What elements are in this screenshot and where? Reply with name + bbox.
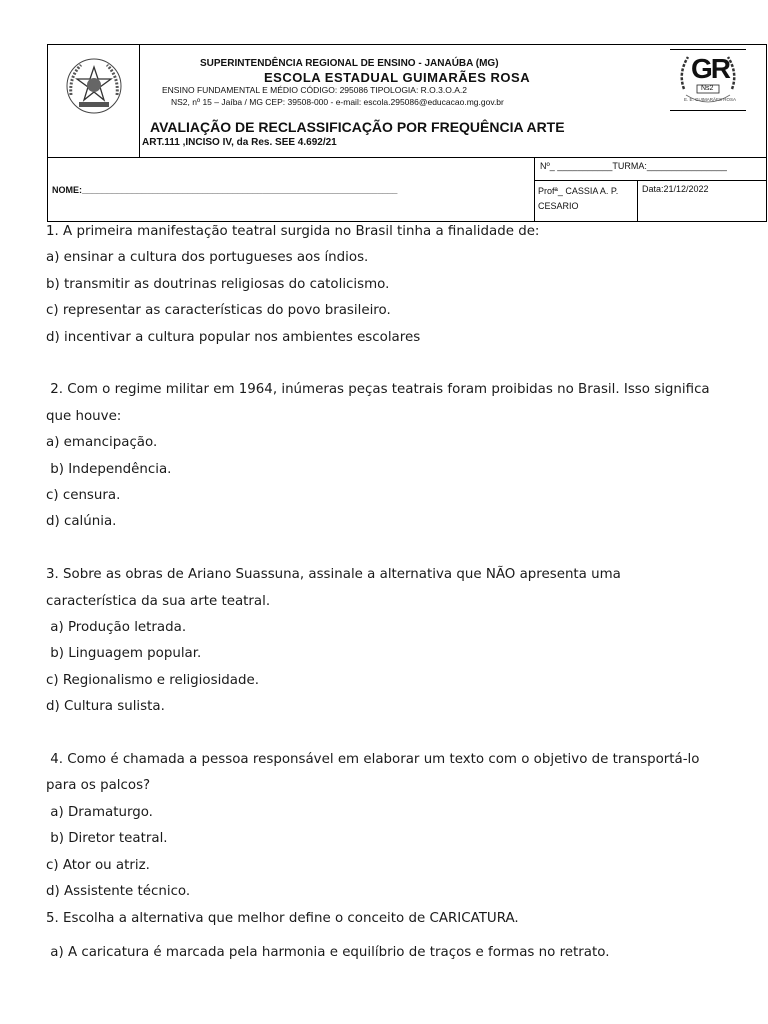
coat-of-arms-icon (65, 57, 123, 115)
question-1-text: 1. A primeira manifestação teatral surgida no Brasil tinha a finalidade de: (46, 224, 540, 239)
question-1-option-c: c) representar as características do povo brasileiro. (46, 303, 391, 319)
question-3-option-b: b) Linguagem popular. (46, 646, 202, 662)
exam-header (47, 44, 767, 222)
question-1-option-a: a) ensinar a cultura dos portugueses aos índios. (46, 250, 369, 266)
logo-arc-text: E. E. GUIMARÃES ROSA (684, 97, 737, 102)
question-2-option-a: a) emancipação. (46, 435, 158, 451)
question-1-option-d: d) incentivar a cultura popular nos ambientes escolares (46, 329, 421, 345)
questions-section (46, 219, 768, 966)
question-4-text-line1: 4. Como é chamada a pessoa responsável em elaborar um texto com o objetivo de transportá-lo (46, 752, 700, 768)
teacher-name: Profª_ CASSIA A. P. CESARIO (538, 186, 619, 211)
school-code-line: ENSINO FUNDAMENTAL E MÉDIO CÓDIGO: 295086 TIPOLOGIA: R.O.3.O.A.2 (162, 85, 467, 95)
question-4-text-line2: para os palcos? (46, 778, 151, 794)
question-3-option-a: a) Produção letrada. (46, 620, 187, 636)
question-5-option-a: a) A caricatura é marcada pela harmonia e equilíbrio de traços e formas no retrato. (46, 944, 610, 960)
question-5-text: 5. Escolha a alternativa que melhor define o conceito de CARICATURA. (46, 910, 519, 926)
number-class-field[interactable]: Nº_ ___________TURMA:________________ (540, 161, 727, 171)
question-1-option-b: b) transmitir as doutrinas religiosas do catolicismo. (46, 276, 390, 292)
question-3-text-line1: 3. Sobre as obras de Ariano Suassuna, assinale a alternativa que NÃO apresenta uma (46, 567, 621, 583)
exam-date: Data:21/12/2022 (642, 184, 709, 194)
state-coat-of-arms-cell (48, 45, 140, 157)
school-name: ESCOLA ESTADUAL GUIMARÃES ROSA (264, 70, 531, 85)
question-2-text-line1: 2. Com o regime militar em 1964, inúmeras peças teatrais foram proibidas no Brasil. Isso significa (46, 382, 710, 398)
question-2-option-c: c) censura. (46, 488, 121, 504)
superintendencia-text: SUPERINTENDÊNCIA REGIONAL DE ENSINO - JANAÚBA (MG) (200, 58, 499, 69)
question-2-option-d: d) calúnia. (46, 514, 117, 530)
logo-small-text: Ns2 (701, 85, 714, 92)
student-name-field[interactable]: NOME:_______________________________________________________________ (52, 185, 398, 195)
question-4-option-d: d) Assistente técnico. (46, 884, 191, 900)
question-4-option-b: b) Diretor teatral. (46, 831, 168, 847)
question-4-option-c: c) Ator ou atriz. (46, 857, 150, 873)
exam-title: AVALIAÇÃO DE RECLASSIFICAÇÃO POR FREQUÊNCIA ARTE (150, 119, 565, 135)
question-3-text-line2: característica da sua arte teatral. (46, 593, 271, 609)
question-2-option-b: b) Independência. (46, 461, 172, 477)
legal-reference: ART.111 ,INCISO IV, da Res. SEE 4.692/21 (142, 137, 337, 148)
question-4-option-a: a) Dramaturgo. (46, 804, 153, 820)
question-3-option-d: d) Cultura sulista. (46, 699, 165, 715)
question-3-option-c: c) Regionalismo e religiosidade. (46, 672, 259, 688)
school-logo (670, 49, 746, 113)
logo-letters: GR (691, 53, 729, 84)
question-2-text-line2: que houve: (46, 408, 122, 424)
school-address-line: NS2, nº 15 – Jaíba / MG CEP: 39508-000 - e-mail: escola.295086@educacao.mg.gov.br (171, 97, 504, 107)
